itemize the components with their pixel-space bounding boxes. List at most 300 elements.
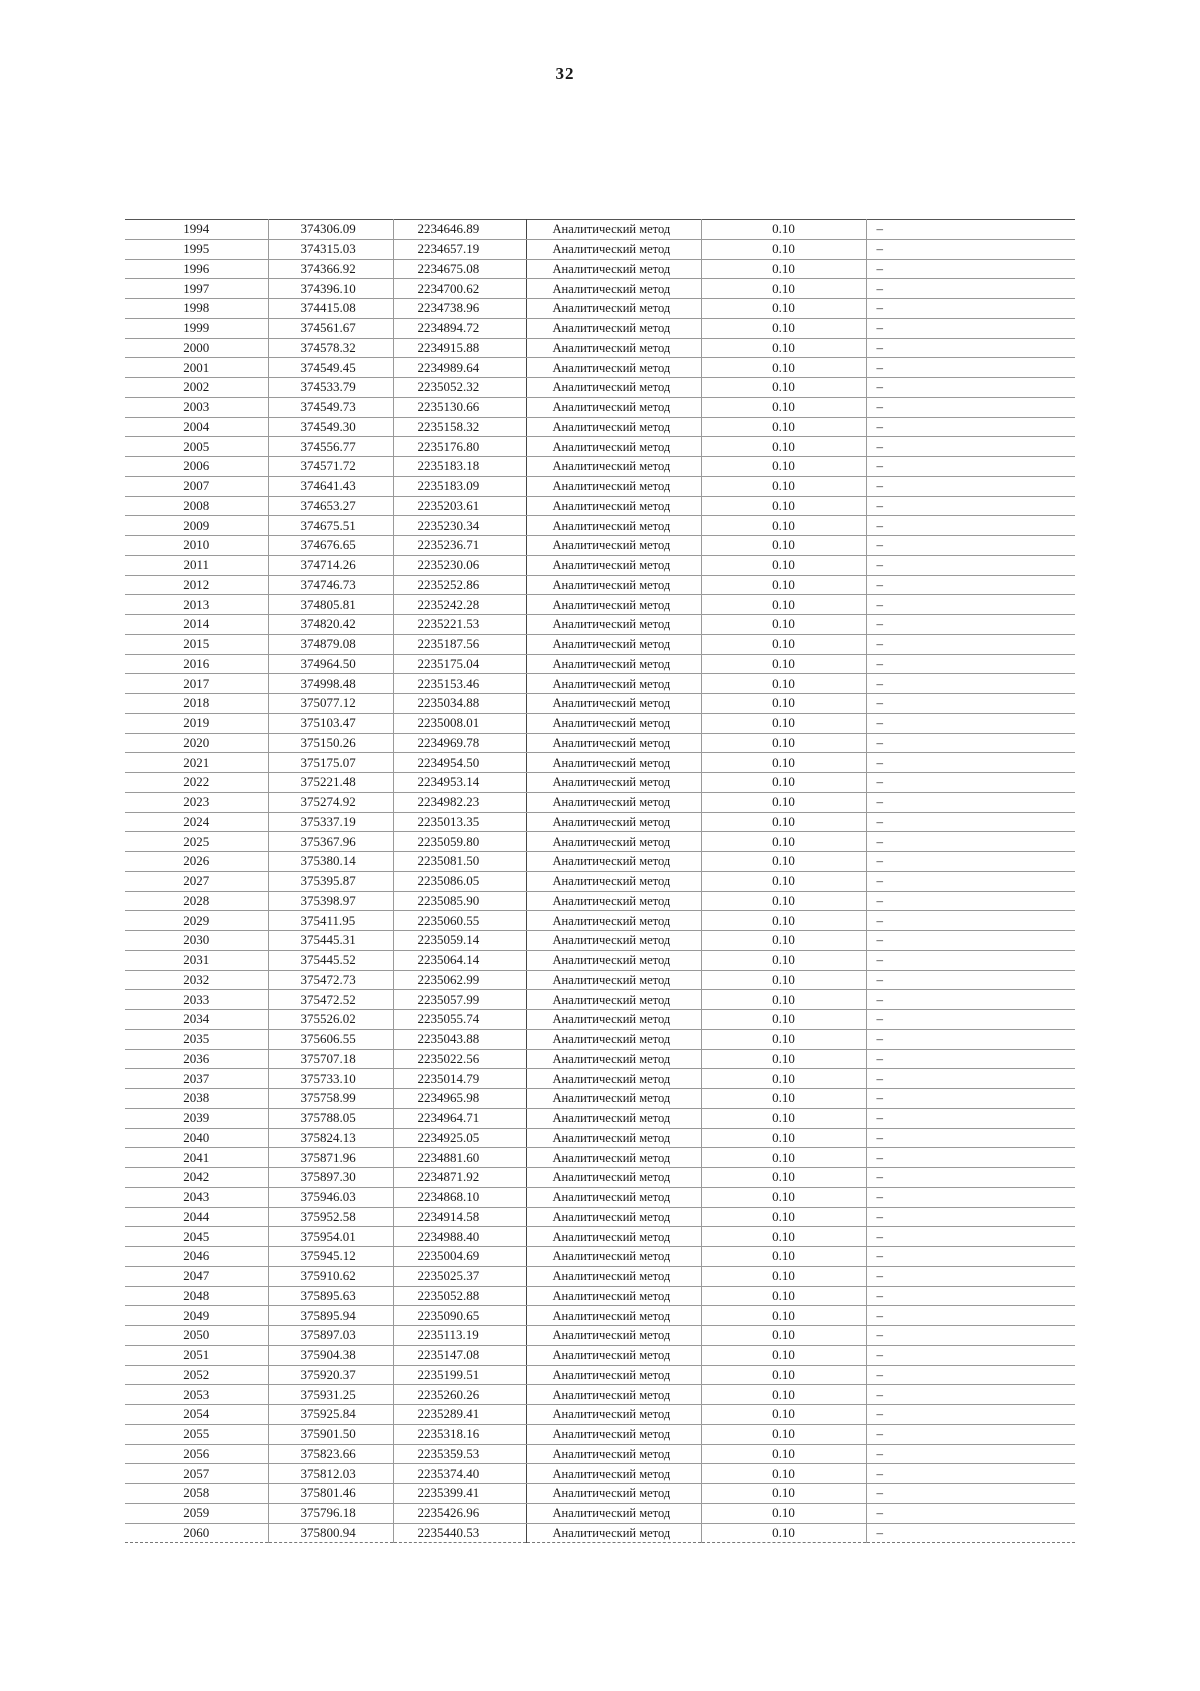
- x-coordinate-cell: 374549.73: [268, 397, 393, 417]
- method-cell: Аналитический метод: [526, 832, 701, 852]
- note-cell: –: [866, 1187, 1075, 1207]
- note-cell: –: [866, 476, 1075, 496]
- method-cell: Аналитический метод: [526, 417, 701, 437]
- accuracy-cell: 0.10: [701, 990, 866, 1010]
- method-cell: Аналитический метод: [526, 1089, 701, 1109]
- y-coordinate-cell: 2235034.88: [393, 694, 526, 714]
- note-cell: –: [866, 1168, 1075, 1188]
- note-cell: –: [866, 1385, 1075, 1405]
- method-cell: Аналитический метод: [526, 259, 701, 279]
- point-number-cell: 2042: [125, 1168, 268, 1188]
- note-cell: –: [866, 634, 1075, 654]
- point-number-cell: 2034: [125, 1010, 268, 1030]
- y-coordinate-cell: 2234953.14: [393, 773, 526, 793]
- y-coordinate-cell: 2235090.65: [393, 1306, 526, 1326]
- table-row: [125, 220, 1075, 240]
- method-cell: Аналитический метод: [526, 753, 701, 773]
- x-coordinate-cell: 374415.08: [268, 299, 393, 319]
- table-row: [125, 1286, 1075, 1306]
- note-cell: –: [866, 674, 1075, 694]
- x-coordinate-cell: 375395.87: [268, 871, 393, 891]
- point-number-cell: 2043: [125, 1187, 268, 1207]
- x-coordinate-cell: 374578.32: [268, 338, 393, 358]
- method-cell: Аналитический метод: [526, 891, 701, 911]
- x-coordinate-cell: 375931.25: [268, 1385, 393, 1405]
- accuracy-cell: 0.10: [701, 1010, 866, 1030]
- accuracy-cell: 0.10: [701, 536, 866, 556]
- point-number-cell: 2027: [125, 871, 268, 891]
- accuracy-cell: 0.10: [701, 1207, 866, 1227]
- accuracy-cell: 0.10: [701, 220, 866, 240]
- x-coordinate-cell: 374805.81: [268, 595, 393, 615]
- x-coordinate-cell: 375411.95: [268, 911, 393, 931]
- point-number-cell: 2029: [125, 911, 268, 931]
- note-cell: –: [866, 239, 1075, 259]
- accuracy-cell: 0.10: [701, 753, 866, 773]
- method-cell: Аналитический метод: [526, 713, 701, 733]
- method-cell: Аналитический метод: [526, 437, 701, 457]
- point-number-cell: 2020: [125, 733, 268, 753]
- x-coordinate-cell: 375824.13: [268, 1128, 393, 1148]
- point-number-cell: 2032: [125, 970, 268, 990]
- note-cell: –: [866, 536, 1075, 556]
- x-coordinate-cell: 375945.12: [268, 1247, 393, 1267]
- method-cell: Аналитический метод: [526, 1424, 701, 1444]
- x-coordinate-cell: 375398.97: [268, 891, 393, 911]
- x-coordinate-cell: 374366.92: [268, 259, 393, 279]
- method-cell: Аналитический метод: [526, 950, 701, 970]
- y-coordinate-cell: 2235374.40: [393, 1464, 526, 1484]
- note-cell: –: [866, 713, 1075, 733]
- method-cell: Аналитический метод: [526, 852, 701, 872]
- accuracy-cell: 0.10: [701, 1049, 866, 1069]
- note-cell: –: [866, 1286, 1075, 1306]
- method-cell: Аналитический метод: [526, 1306, 701, 1326]
- x-coordinate-cell: 375221.48: [268, 773, 393, 793]
- x-coordinate-cell: 375897.03: [268, 1326, 393, 1346]
- y-coordinate-cell: 2235176.80: [393, 437, 526, 457]
- y-coordinate-cell: 2235175.04: [393, 654, 526, 674]
- point-number-cell: 2037: [125, 1069, 268, 1089]
- accuracy-cell: 0.10: [701, 871, 866, 891]
- method-cell: Аналитический метод: [526, 674, 701, 694]
- x-coordinate-cell: 374653.27: [268, 496, 393, 516]
- table-row: [125, 516, 1075, 536]
- note-cell: –: [866, 338, 1075, 358]
- x-coordinate-cell: 374306.09: [268, 220, 393, 240]
- table-row: [125, 634, 1075, 654]
- x-coordinate-cell: 375925.84: [268, 1405, 393, 1425]
- method-cell: Аналитический метод: [526, 1207, 701, 1227]
- x-coordinate-cell: 374746.73: [268, 575, 393, 595]
- y-coordinate-cell: 2234675.08: [393, 259, 526, 279]
- accuracy-cell: 0.10: [701, 476, 866, 496]
- table-row: [125, 555, 1075, 575]
- method-cell: Аналитический метод: [526, 299, 701, 319]
- y-coordinate-cell: 2235059.80: [393, 832, 526, 852]
- accuracy-cell: 0.10: [701, 1128, 866, 1148]
- y-coordinate-cell: 2235318.16: [393, 1424, 526, 1444]
- y-coordinate-cell: 2235062.99: [393, 970, 526, 990]
- y-coordinate-cell: 2234657.19: [393, 239, 526, 259]
- note-cell: –: [866, 457, 1075, 477]
- x-coordinate-cell: 375796.18: [268, 1503, 393, 1523]
- coordinates-table: [125, 219, 1075, 1543]
- table-row: [125, 318, 1075, 338]
- note-cell: –: [866, 1405, 1075, 1425]
- note-cell: –: [866, 654, 1075, 674]
- method-cell: Аналитический метод: [526, 990, 701, 1010]
- table-row: [125, 911, 1075, 931]
- table-row: [125, 1424, 1075, 1444]
- point-number-cell: 2028: [125, 891, 268, 911]
- x-coordinate-cell: 374820.42: [268, 615, 393, 635]
- point-number-cell: 2006: [125, 457, 268, 477]
- accuracy-cell: 0.10: [701, 1464, 866, 1484]
- table-row: [125, 1385, 1075, 1405]
- accuracy-cell: 0.10: [701, 516, 866, 536]
- note-cell: –: [866, 378, 1075, 398]
- accuracy-cell: 0.10: [701, 299, 866, 319]
- method-cell: Аналитический метод: [526, 378, 701, 398]
- accuracy-cell: 0.10: [701, 279, 866, 299]
- table-row: [125, 536, 1075, 556]
- note-cell: –: [866, 437, 1075, 457]
- accuracy-cell: 0.10: [701, 1385, 866, 1405]
- accuracy-cell: 0.10: [701, 575, 866, 595]
- point-number-cell: 2024: [125, 812, 268, 832]
- x-coordinate-cell: 375733.10: [268, 1069, 393, 1089]
- note-cell: –: [866, 1306, 1075, 1326]
- x-coordinate-cell: 375103.47: [268, 713, 393, 733]
- y-coordinate-cell: 2235203.61: [393, 496, 526, 516]
- x-coordinate-cell: 375472.52: [268, 990, 393, 1010]
- x-coordinate-cell: 375367.96: [268, 832, 393, 852]
- note-cell: –: [866, 358, 1075, 378]
- accuracy-cell: 0.10: [701, 812, 866, 832]
- point-number-cell: 2000: [125, 338, 268, 358]
- y-coordinate-cell: 2234964.71: [393, 1108, 526, 1128]
- table-row: [125, 1168, 1075, 1188]
- note-cell: –: [866, 871, 1075, 891]
- y-coordinate-cell: 2235052.32: [393, 378, 526, 398]
- table-row: [125, 733, 1075, 753]
- accuracy-cell: 0.10: [701, 1523, 866, 1543]
- y-coordinate-cell: 2234738.96: [393, 299, 526, 319]
- x-coordinate-cell: 375606.55: [268, 1029, 393, 1049]
- accuracy-cell: 0.10: [701, 792, 866, 812]
- table-row: [125, 1247, 1075, 1267]
- accuracy-cell: 0.10: [701, 1405, 866, 1425]
- point-number-cell: 2016: [125, 654, 268, 674]
- note-cell: –: [866, 1207, 1075, 1227]
- y-coordinate-cell: 2235230.34: [393, 516, 526, 536]
- table-row: [125, 1503, 1075, 1523]
- accuracy-cell: 0.10: [701, 1503, 866, 1523]
- y-coordinate-cell: 2234989.64: [393, 358, 526, 378]
- table-row: [125, 713, 1075, 733]
- x-coordinate-cell: 375946.03: [268, 1187, 393, 1207]
- accuracy-cell: 0.10: [701, 318, 866, 338]
- point-number-cell: 2031: [125, 950, 268, 970]
- table-row: [125, 615, 1075, 635]
- note-cell: –: [866, 397, 1075, 417]
- note-cell: –: [866, 1266, 1075, 1286]
- table-row: [125, 476, 1075, 496]
- table-row: [125, 1484, 1075, 1504]
- y-coordinate-cell: 2234915.88: [393, 338, 526, 358]
- method-cell: Аналитический метод: [526, 1266, 701, 1286]
- y-coordinate-cell: 2234700.62: [393, 279, 526, 299]
- y-coordinate-cell: 2234881.60: [393, 1148, 526, 1168]
- note-cell: –: [866, 891, 1075, 911]
- x-coordinate-cell: 375895.63: [268, 1286, 393, 1306]
- note-cell: –: [866, 931, 1075, 951]
- x-coordinate-cell: 374964.50: [268, 654, 393, 674]
- x-coordinate-cell: 374571.72: [268, 457, 393, 477]
- accuracy-cell: 0.10: [701, 1286, 866, 1306]
- x-coordinate-cell: 374556.77: [268, 437, 393, 457]
- x-coordinate-cell: 375823.66: [268, 1444, 393, 1464]
- method-cell: Аналитический метод: [526, 358, 701, 378]
- note-cell: –: [866, 733, 1075, 753]
- x-coordinate-cell: 375380.14: [268, 852, 393, 872]
- note-cell: –: [866, 1128, 1075, 1148]
- point-number-cell: 2004: [125, 417, 268, 437]
- x-coordinate-cell: 375526.02: [268, 1010, 393, 1030]
- accuracy-cell: 0.10: [701, 259, 866, 279]
- y-coordinate-cell: 2235086.05: [393, 871, 526, 891]
- accuracy-cell: 0.10: [701, 1345, 866, 1365]
- note-cell: –: [866, 911, 1075, 931]
- note-cell: –: [866, 575, 1075, 595]
- point-number-cell: 2052: [125, 1365, 268, 1385]
- x-coordinate-cell: 375707.18: [268, 1049, 393, 1069]
- method-cell: Аналитический метод: [526, 1464, 701, 1484]
- method-cell: Аналитический метод: [526, 1405, 701, 1425]
- point-number-cell: 2048: [125, 1286, 268, 1306]
- method-cell: Аналитический метод: [526, 1345, 701, 1365]
- x-coordinate-cell: 375150.26: [268, 733, 393, 753]
- note-cell: –: [866, 318, 1075, 338]
- note-cell: –: [866, 595, 1075, 615]
- x-coordinate-cell: 374641.43: [268, 476, 393, 496]
- point-number-cell: 2059: [125, 1503, 268, 1523]
- point-number-cell: 2045: [125, 1227, 268, 1247]
- x-coordinate-cell: 374396.10: [268, 279, 393, 299]
- method-cell: Аналитический метод: [526, 239, 701, 259]
- method-cell: Аналитический метод: [526, 220, 701, 240]
- method-cell: Аналитический метод: [526, 457, 701, 477]
- method-cell: Аналитический метод: [526, 318, 701, 338]
- note-cell: –: [866, 1484, 1075, 1504]
- accuracy-cell: 0.10: [701, 615, 866, 635]
- point-number-cell: 2026: [125, 852, 268, 872]
- accuracy-cell: 0.10: [701, 733, 866, 753]
- x-coordinate-cell: 375897.30: [268, 1168, 393, 1188]
- note-cell: –: [866, 1464, 1075, 1484]
- coordinates-table-body: [125, 220, 1075, 1543]
- note-cell: –: [866, 417, 1075, 437]
- accuracy-cell: 0.10: [701, 1029, 866, 1049]
- x-coordinate-cell: 374676.65: [268, 536, 393, 556]
- note-cell: –: [866, 220, 1075, 240]
- y-coordinate-cell: 2235043.88: [393, 1029, 526, 1049]
- point-number-cell: 2055: [125, 1424, 268, 1444]
- y-coordinate-cell: 2235399.41: [393, 1484, 526, 1504]
- method-cell: Аналитический метод: [526, 634, 701, 654]
- point-number-cell: 1995: [125, 239, 268, 259]
- y-coordinate-cell: 2235252.86: [393, 575, 526, 595]
- y-coordinate-cell: 2234646.89: [393, 220, 526, 240]
- y-coordinate-cell: 2235187.56: [393, 634, 526, 654]
- accuracy-cell: 0.10: [701, 1227, 866, 1247]
- point-number-cell: 2022: [125, 773, 268, 793]
- point-number-cell: 2007: [125, 476, 268, 496]
- note-cell: –: [866, 1108, 1075, 1128]
- accuracy-cell: 0.10: [701, 378, 866, 398]
- table-row: [125, 1266, 1075, 1286]
- method-cell: Аналитический метод: [526, 773, 701, 793]
- method-cell: Аналитический метод: [526, 1444, 701, 1464]
- point-number-cell: 2015: [125, 634, 268, 654]
- point-number-cell: 2012: [125, 575, 268, 595]
- accuracy-cell: 0.10: [701, 1365, 866, 1385]
- y-coordinate-cell: 2234954.50: [393, 753, 526, 773]
- table-row: [125, 457, 1075, 477]
- note-cell: –: [866, 1523, 1075, 1543]
- method-cell: Аналитический метод: [526, 733, 701, 753]
- table-row: [125, 1523, 1075, 1543]
- note-cell: –: [866, 279, 1075, 299]
- method-cell: Аналитический метод: [526, 1128, 701, 1148]
- point-number-cell: 2035: [125, 1029, 268, 1049]
- table-row: [125, 595, 1075, 615]
- accuracy-cell: 0.10: [701, 239, 866, 259]
- accuracy-cell: 0.10: [701, 1148, 866, 1168]
- method-cell: Аналитический метод: [526, 1148, 701, 1168]
- y-coordinate-cell: 2235147.08: [393, 1345, 526, 1365]
- x-coordinate-cell: 375901.50: [268, 1424, 393, 1444]
- y-coordinate-cell: 2235081.50: [393, 852, 526, 872]
- method-cell: Аналитический метод: [526, 595, 701, 615]
- table-row: [125, 1365, 1075, 1385]
- point-number-cell: 2060: [125, 1523, 268, 1543]
- table-row: [125, 1148, 1075, 1168]
- method-cell: Аналитический метод: [526, 1385, 701, 1405]
- x-coordinate-cell: 375952.58: [268, 1207, 393, 1227]
- point-number-cell: 1997: [125, 279, 268, 299]
- table-row: [125, 1029, 1075, 1049]
- note-cell: –: [866, 773, 1075, 793]
- method-cell: Аналитический метод: [526, 1503, 701, 1523]
- note-cell: –: [866, 516, 1075, 536]
- note-cell: –: [866, 1227, 1075, 1247]
- accuracy-cell: 0.10: [701, 674, 866, 694]
- method-cell: Аналитический метод: [526, 871, 701, 891]
- y-coordinate-cell: 2234925.05: [393, 1128, 526, 1148]
- accuracy-cell: 0.10: [701, 832, 866, 852]
- table-row: [125, 378, 1075, 398]
- note-cell: –: [866, 970, 1075, 990]
- note-cell: –: [866, 1148, 1075, 1168]
- y-coordinate-cell: 2235153.46: [393, 674, 526, 694]
- method-cell: Аналитический метод: [526, 1227, 701, 1247]
- y-coordinate-cell: 2235260.26: [393, 1385, 526, 1405]
- y-coordinate-cell: 2235426.96: [393, 1503, 526, 1523]
- table-row: [125, 773, 1075, 793]
- method-cell: Аналитический метод: [526, 1286, 701, 1306]
- method-cell: Аналитический метод: [526, 555, 701, 575]
- note-cell: –: [866, 792, 1075, 812]
- table-row: [125, 1207, 1075, 1227]
- table-row: [125, 674, 1075, 694]
- table-row: [125, 299, 1075, 319]
- y-coordinate-cell: 2234982.23: [393, 792, 526, 812]
- table-row: [125, 338, 1075, 358]
- note-cell: –: [866, 832, 1075, 852]
- point-number-cell: 2017: [125, 674, 268, 694]
- y-coordinate-cell: 2235025.37: [393, 1266, 526, 1286]
- point-number-cell: 1999: [125, 318, 268, 338]
- table-row: [125, 1326, 1075, 1346]
- method-cell: Аналитический метод: [526, 397, 701, 417]
- note-cell: –: [866, 950, 1075, 970]
- note-cell: –: [866, 1345, 1075, 1365]
- accuracy-cell: 0.10: [701, 1069, 866, 1089]
- accuracy-cell: 0.10: [701, 694, 866, 714]
- x-coordinate-cell: 375954.01: [268, 1227, 393, 1247]
- table-row: [125, 1069, 1075, 1089]
- point-number-cell: 2057: [125, 1464, 268, 1484]
- x-coordinate-cell: 375445.52: [268, 950, 393, 970]
- y-coordinate-cell: 2235014.79: [393, 1069, 526, 1089]
- point-number-cell: 2054: [125, 1405, 268, 1425]
- accuracy-cell: 0.10: [701, 1247, 866, 1267]
- table-row: [125, 397, 1075, 417]
- y-coordinate-cell: 2235113.19: [393, 1326, 526, 1346]
- table-row: [125, 871, 1075, 891]
- point-number-cell: 2013: [125, 595, 268, 615]
- accuracy-cell: 0.10: [701, 634, 866, 654]
- page-number: 32: [555, 64, 575, 83]
- note-cell: –: [866, 1503, 1075, 1523]
- point-number-cell: 2040: [125, 1128, 268, 1148]
- point-number-cell: 2036: [125, 1049, 268, 1069]
- accuracy-cell: 0.10: [701, 852, 866, 872]
- accuracy-cell: 0.10: [701, 457, 866, 477]
- point-number-cell: 2025: [125, 832, 268, 852]
- point-number-cell: 2051: [125, 1345, 268, 1365]
- table-row: [125, 1227, 1075, 1247]
- method-cell: Аналитический метод: [526, 1069, 701, 1089]
- accuracy-cell: 0.10: [701, 338, 866, 358]
- method-cell: Аналитический метод: [526, 931, 701, 951]
- x-coordinate-cell: 375274.92: [268, 792, 393, 812]
- table-row: [125, 1010, 1075, 1030]
- note-cell: –: [866, 1089, 1075, 1109]
- accuracy-cell: 0.10: [701, 496, 866, 516]
- y-coordinate-cell: 2235013.35: [393, 812, 526, 832]
- point-number-cell: 2039: [125, 1108, 268, 1128]
- point-number-cell: 2046: [125, 1247, 268, 1267]
- point-number-cell: 2049: [125, 1306, 268, 1326]
- note-cell: –: [866, 555, 1075, 575]
- accuracy-cell: 0.10: [701, 397, 866, 417]
- note-cell: –: [866, 1326, 1075, 1346]
- method-cell: Аналитический метод: [526, 1168, 701, 1188]
- point-number-cell: 2021: [125, 753, 268, 773]
